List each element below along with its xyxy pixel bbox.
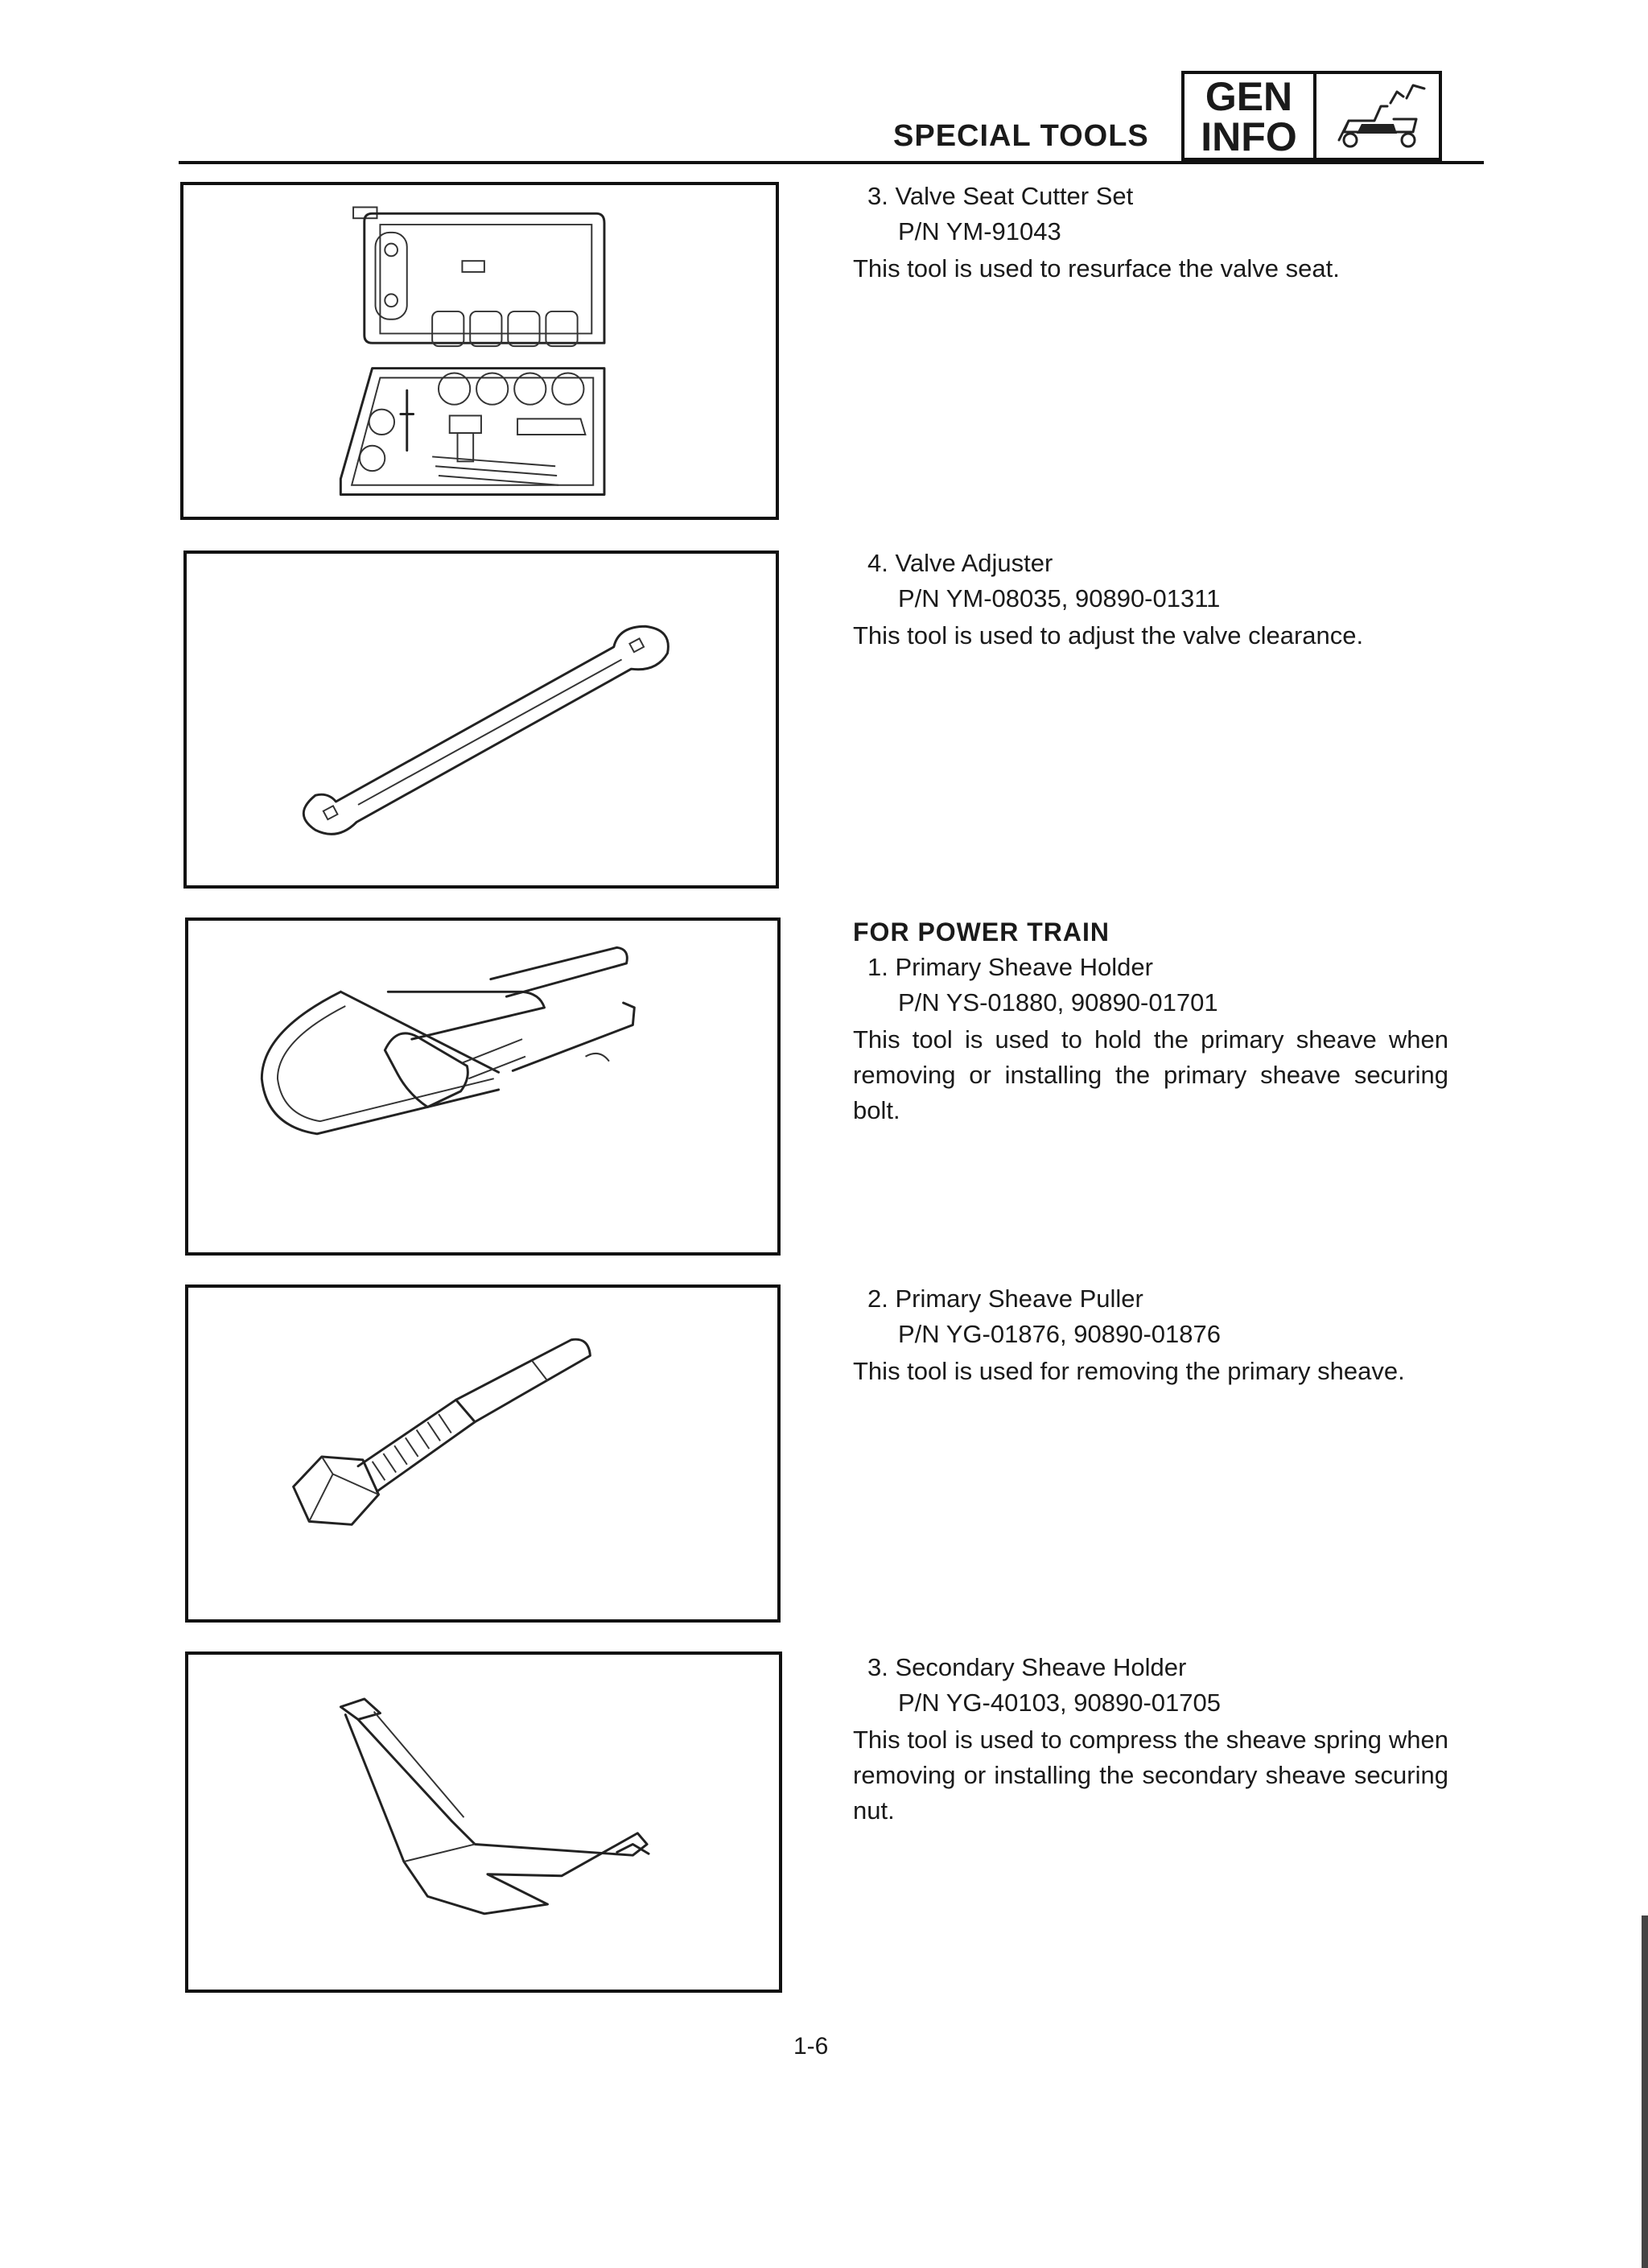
item-2-part-number: P/N YM-08035, 90890-01311 bbox=[898, 584, 1221, 612]
page-section-title: SPECIAL TOOLS bbox=[893, 119, 1149, 153]
gen-info-badge bbox=[1181, 71, 1316, 161]
item-4-part-number: P/N YG-01876, 90890-01876 bbox=[898, 1320, 1222, 1348]
primary-sheave-holder-illustration bbox=[185, 918, 781, 1256]
item-2-title: 4. Valve Adjuster bbox=[867, 549, 1053, 577]
primary-sheave-puller-illustration bbox=[185, 1285, 781, 1623]
header-rule bbox=[179, 161, 1484, 164]
scan-edge-mark bbox=[1642, 1915, 1648, 2268]
item-5-description: This tool is used to compress the sheave spring when removing or installing the secondary sheave securing nut. bbox=[853, 1726, 1448, 1825]
valve-adjuster-illustration bbox=[183, 551, 779, 889]
secondary-sheave-holder-illustration bbox=[185, 1652, 782, 1993]
item-4-title: 2. Primary Sheave Puller bbox=[867, 1285, 1143, 1313]
badge-line-1: GEN bbox=[1205, 74, 1293, 119]
item-4-description: This tool is used for removing the primary sheave. bbox=[853, 1357, 1405, 1385]
page-number: 1-6 bbox=[793, 2033, 829, 2060]
golf-cart-icon bbox=[1316, 71, 1442, 161]
section-heading: FOR POWER TRAIN bbox=[853, 918, 1110, 946]
valve-seat-cutter-set-illustration bbox=[180, 182, 779, 520]
item-5-title: 3. Secondary Sheave Holder bbox=[867, 1653, 1187, 1681]
item-1-part-number: P/N YM-91043 bbox=[898, 217, 1061, 245]
item-5-part-number: P/N YG-40103, 90890-01705 bbox=[898, 1689, 1222, 1717]
badge-line-2: INFO bbox=[1201, 114, 1297, 159]
item-2-description: This tool is used to adjust the valve clearance. bbox=[853, 621, 1364, 649]
item-1-description: This tool is used to resurface the valve seat. bbox=[853, 254, 1340, 282]
item-3-part-number: P/N YS-01880, 90890-01701 bbox=[898, 988, 1218, 1016]
item-3-title: 1. Primary Sheave Holder bbox=[867, 953, 1153, 981]
item-1-title: 3. Valve Seat Cutter Set bbox=[867, 182, 1134, 210]
item-3-description: This tool is used to hold the primary sheave when removing or installing the primary sheave securing bolt. bbox=[853, 1025, 1448, 1124]
